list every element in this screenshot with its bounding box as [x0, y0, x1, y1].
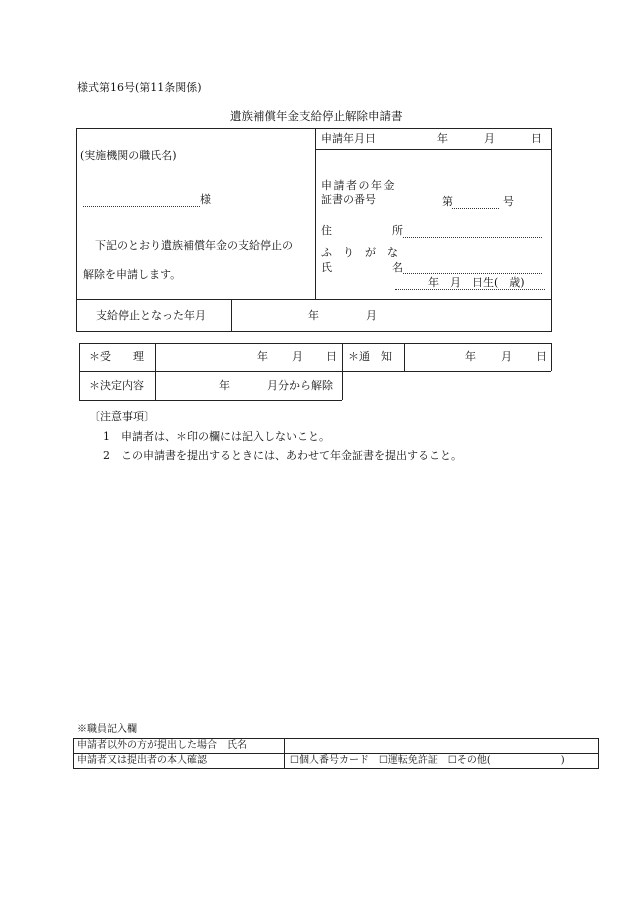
staff-row-divider: [73, 753, 599, 754]
name-label-a: 氏: [321, 261, 332, 274]
notice-day-unit: 日: [536, 350, 547, 363]
suspension-month-unit: 月: [366, 309, 377, 322]
proxy-label: 申請者以外の方が提出した場合 氏名: [77, 740, 247, 751]
suspension-year-unit: 年: [308, 309, 319, 322]
receipt-month-unit: 月: [292, 350, 303, 363]
office-mid-divider: [342, 343, 343, 400]
staff-col-divider: [284, 738, 285, 769]
form-title: 遺族補償年金支給停止解除申請書: [230, 109, 403, 123]
date-row-divider: [315, 149, 552, 150]
name-field[interactable]: [403, 273, 542, 274]
notice-divider: [404, 343, 405, 371]
decision-value: 月分から解除: [267, 379, 333, 392]
office-middle-line: [79, 371, 551, 372]
cert-prefix: 第: [442, 195, 453, 208]
note-2-number: 2: [103, 449, 110, 462]
cert-label-2: 証書の番号: [321, 193, 376, 206]
cert-number-field[interactable]: [452, 208, 499, 209]
date-day-unit: 日: [531, 132, 542, 145]
note-2-text: この申請書を提出するときには、あわせて年金証書を提出すること。: [121, 449, 462, 462]
suspension-divider: [231, 299, 232, 332]
receipt-day-unit: 日: [326, 350, 337, 363]
form-number: 様式第16号(第11条関係): [77, 81, 202, 94]
honorific: 様: [200, 193, 211, 206]
note-1-number: 1: [103, 430, 110, 443]
address-label-b: 所: [392, 224, 403, 237]
office-bottom-line: [79, 400, 342, 401]
name-label-b: 名: [392, 261, 403, 274]
agency-label: (実施機関の職氏名): [80, 149, 177, 162]
notice-month-unit: 月: [501, 350, 512, 363]
cert-suffix: 号: [503, 195, 514, 208]
office-left-edge: [79, 343, 80, 400]
identity-options[interactable]: ☐個人番号カード ☐運転免許証 ☐その他( ): [290, 755, 565, 766]
date-month-unit: 月: [484, 132, 495, 145]
receipt-label: ＊受 理: [89, 350, 144, 363]
decision-year-unit: 年: [219, 379, 230, 392]
notice-year-unit: 年: [465, 350, 476, 363]
agency-name-field[interactable]: [83, 206, 200, 207]
receipt-year-unit: 年: [257, 350, 268, 363]
identity-label: 申請者又は提出者の本人確認: [77, 755, 207, 766]
note-1-text: 申請者は、＊印の欄には記入しないこと。: [121, 430, 330, 443]
suspension-row-divider: [76, 299, 552, 300]
furigana-label: ふ り が な: [321, 246, 398, 259]
decision-label: ＊決定内容: [89, 379, 144, 392]
suspension-label: 支給停止となった年月: [96, 309, 206, 322]
birth-date-field[interactable]: [395, 289, 545, 290]
address-label-a: 住: [321, 224, 332, 237]
date-label: 申請年月日: [321, 132, 376, 145]
notes-heading: 〔注意事項〕: [89, 410, 155, 423]
request-text-2: 解除を申請します。: [83, 268, 182, 281]
office-top-line: [79, 343, 551, 344]
cert-label-1: 申請者の年金: [321, 179, 396, 192]
date-year-unit: 年: [437, 132, 448, 145]
office-label-divider: [155, 343, 156, 400]
notice-label: ＊通 知: [348, 350, 392, 363]
office-right-edge: [551, 343, 552, 371]
address-field[interactable]: [403, 237, 542, 238]
staff-heading: ※職員記入欄: [77, 724, 137, 735]
request-text-1: 下記のとおり遺族補償年金の支給停止の: [95, 239, 293, 252]
birth-date-line: 年 月 日生( 歳): [428, 276, 525, 289]
application-divider: [315, 128, 316, 299]
